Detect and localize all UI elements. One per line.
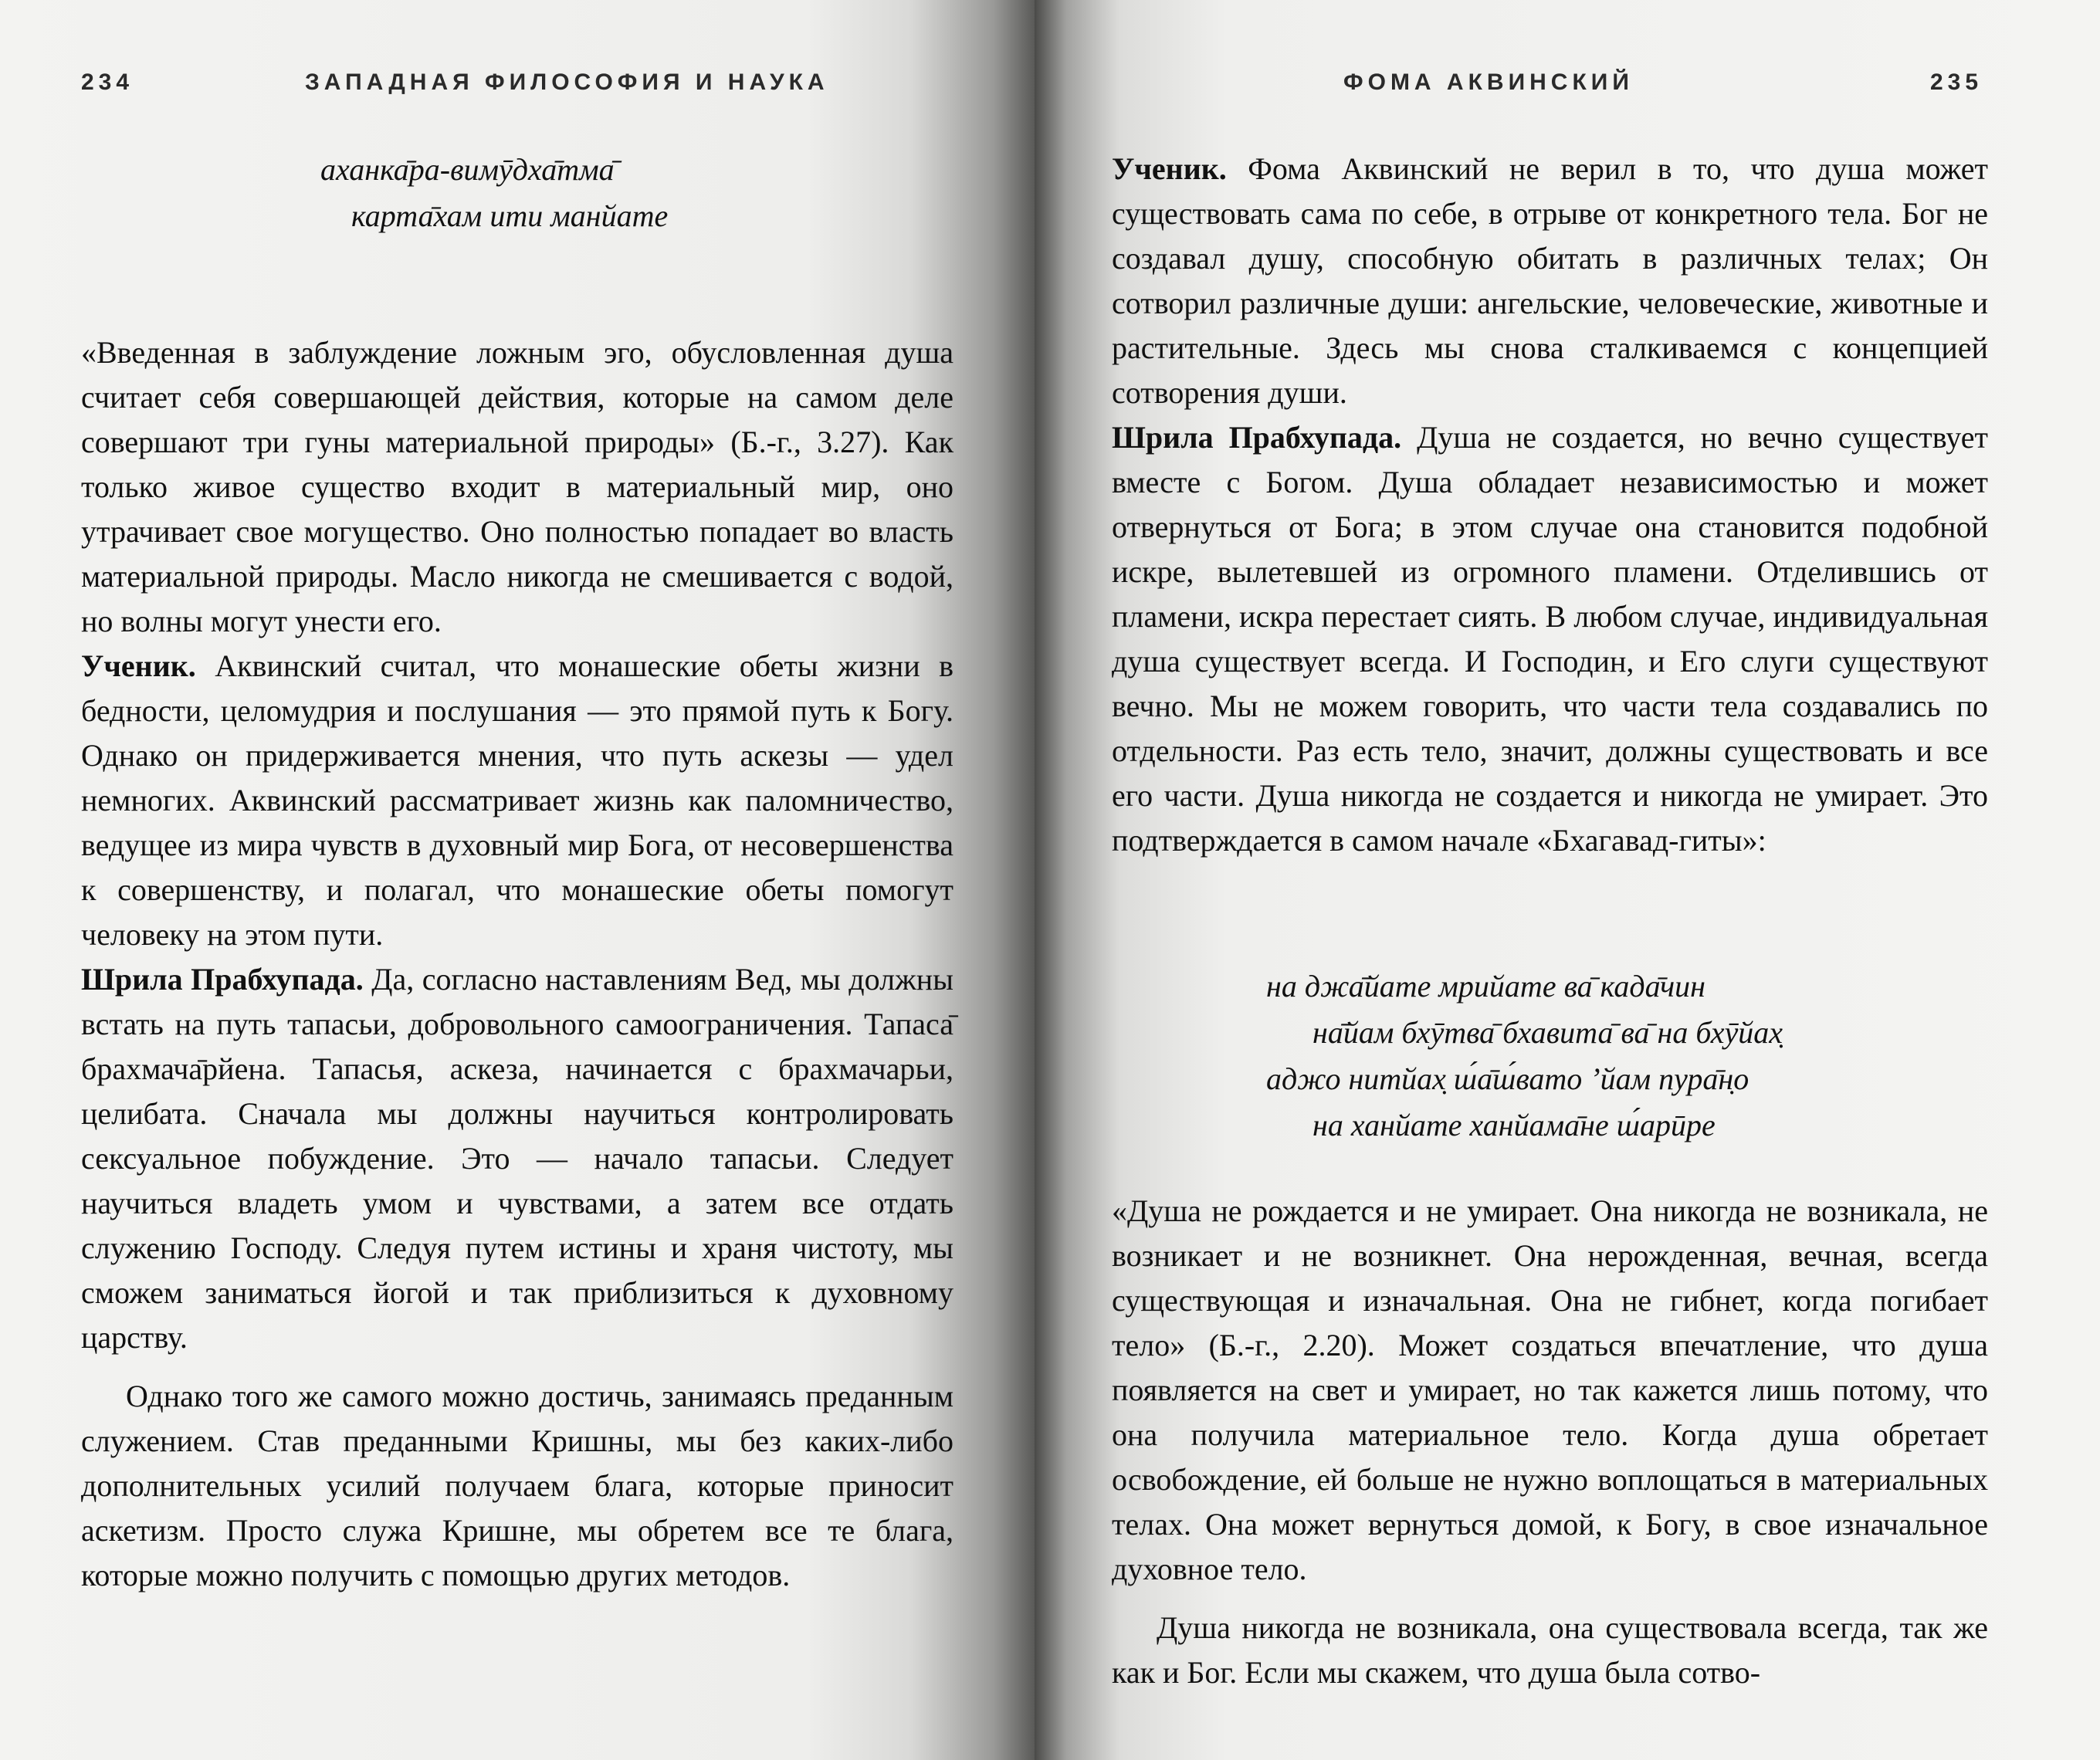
paragraph: Шрила Прабхупада. Да, согласно наставлениям Вед, мы должны встать на путь тапасьи, добровольного самоограничения. Тапаса̄ брахмача̄рйена. Тапасья, аскеза, начинается с брахмачарьи, целибата. Сначала мы должны научиться контролировать сексуальное побуждение. Это — начало тапасьи. Следует научиться владеть умом и чувствами, а затем все отдать служению Господу. Следуя путем истины и храня чистоту, мы сможем заниматься йогой и так приблизиться к духовному царству. [81, 962, 953, 1355]
speaker-label: Шрила Прабхупада. [81, 962, 364, 997]
paragraph: Ученик. Аквинский считал, что монашеские обеты жизни в бедности, целомудрия и послушания — это прямой путь к Богу. Однако он придерживается мнения, что путь аскезы — удел немногих. Аквинский рассматривает жизнь как паломничество, ведущее из мира чувств в духовный мир Бога, от несовершенства к совершенству, и полагал, что монашеские обеты помогут человеку на этом пути. [81, 648, 953, 952]
paragraph: Шрила Прабхупада. Душа не создается, но вечно существует вместе с Богом. Душа обладает независимостью и может отвернуться от Бога; в этом случае она становится подобной искре, вылетевшей из огромного пламени. Отделившись от пламени, искра перестает сиять. В любом случае, индивидуальная душа существует всегда. И Господин, и Его слуги существуют вечно. Мы не можем говорить, что части тела создавались по отдельности. Раз есть тело, значит, должны существовать и все его части. Душа никогда не создается и никогда не умирает. Это подтверждается в самом начале «Бхагавад-гиты»: [1112, 420, 1988, 858]
sanskrit-verse [1266, 963, 1783, 1149]
page-number: 234 [81, 69, 134, 95]
speaker-label: Ученик. [81, 648, 196, 683]
verse-line: на̄йам бхӯтва̄ бхавита̄ ва̄ на бхӯйах̣ [1312, 1015, 1783, 1050]
sanskrit-verse [320, 147, 668, 239]
paragraph: Ученик. Фома Аквинский не верил в то, что душа может существовать сама по себе, в отрыве от конкретного тела. Бог не создавал душу, способную обитать в различных телах; Он сотворил различные души: ангельские, человеческие, животные и растительные. Здесь мы снова сталкиваемся с концепцией сотворения души. [1112, 151, 1988, 410]
right-page [1035, 0, 2100, 1760]
left-page [0, 0, 1035, 1760]
speaker-label: Ученик. [1112, 151, 1227, 186]
verse-line: карта̄хам ити манйате [351, 198, 669, 233]
paragraph: Однако того же самого можно достичь, занимаясь преданным служением. Став преданными Кришны, мы без каких-либо дополнительных усилий получаем блага, которые приносит аскетизм. Просто служа Кришне, мы обретем все те блага, которые можно получить с помощью других методов. [81, 1379, 953, 1592]
verse-line: аджо нитйах̣ ш́а̄ш́вато ’йам пура̄н̣о [1266, 1061, 1749, 1096]
verse-line: на ханйате ханйама̄не ш́арӣре [1312, 1108, 1716, 1142]
main-text-bottom [1112, 1189, 1988, 1695]
speaker-label: Шрила Прабхупада. [1112, 420, 1402, 455]
running-title: ЗАПАДНАЯ ФИЛОСОФИЯ И НАУКА [305, 69, 829, 95]
main-text-top [1112, 147, 1988, 863]
verse-line: на джа̄йате мрийате ва̄ када̄чин [1266, 969, 1706, 1004]
paragraph: «Введенная в заблуждение ложным эго, обусловленная душа считает себя совершающей действия, которые на самом деле совершают три гуны материальной природы» (Б.-г., 3.27). Как только живое существо входит в материальный мир, оно утрачивает свое могущество. Оно полностью попадает во власть материальной природы. Масло никогда не смешивается с водой, но волны могут унести его. [81, 335, 953, 638]
paragraph: «Душа не рождается и не умирает. Она никогда не возникала, не возникает и не возникнет. Она нерожденная, вечная, всегда существующая и изначальная. Она не гибнет, когда погибает тело» (Б.-г., 2.20). Может создаться впечатление, что душа появляется на свет и умирает, но так кажется лишь потому, что она получила материальное тело. Когда душа обретает освобождение, ей больше не нужно воплощаться в материальных телах. Она может вернуться домой, к Богу, в свое изначальное духовное тело. [1112, 1193, 1988, 1586]
verse-line: аханка̄ра-вимӯдха̄тма̄ [320, 152, 615, 187]
running-title: ФОМА АКВИНСКИЙ [1343, 69, 1634, 95]
main-text [81, 330, 953, 1598]
page-number: 235 [1930, 69, 1983, 95]
paragraph: Душа никогда не возникала, она существовала всегда, так же как и Бог. Если мы скажем, что душа была сотво- [1112, 1610, 1988, 1690]
